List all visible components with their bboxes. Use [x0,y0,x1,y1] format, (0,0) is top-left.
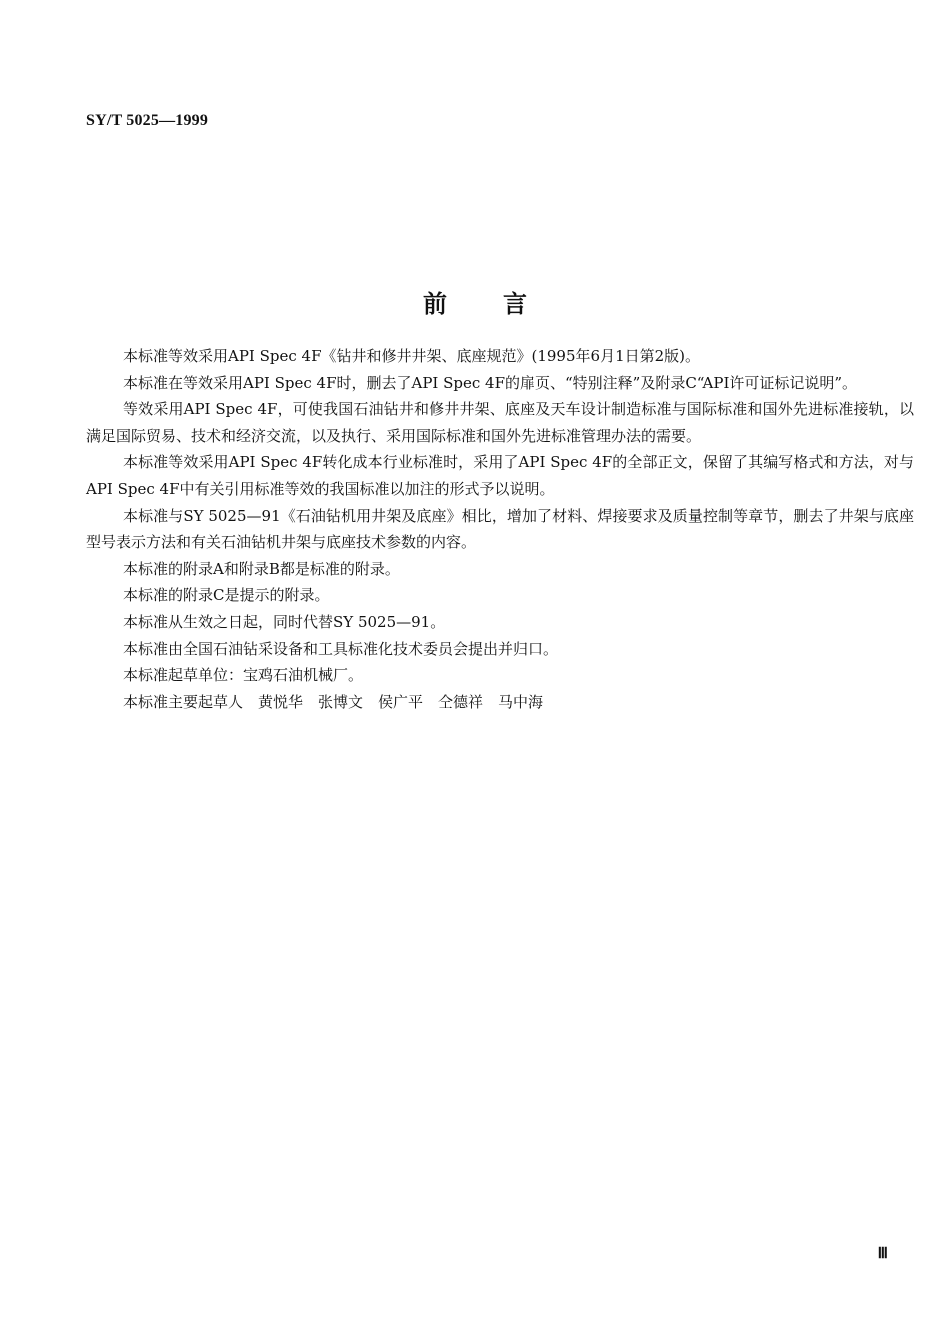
paragraph-10: 本标准起草单位：宝鸡石油机械厂。 [123,666,364,685]
paragraph-5: 本标准与SY 5025—91《石油钻机用井架及底座》相比，增加了材料、焊接要求及质量控制等章节，删去了井架与底座型号表示方法和有关石油钻机井架与底座技术参数的内容。 [86,506,914,552]
standard-code: SY/T 5025—1999 [86,112,209,129]
paragraph-4: 本标准等效采用API Spec 4F转化成本行业标准时，采用了API Spec 4F的全部正文，保留了其编写格式和方法，对与API Spec 4F中有关引用标准等效的我国标准以加注的形式予以说明。 [86,453,914,498]
paragraph-1: 本标准等效采用API Spec 4F《钻井和修井井架、底座规范》(1995年6月1日第2版)。 [123,347,701,365]
paragraph-3: 等效采用API Spec 4F，可使我国石油钻井和修井井架、底座及天车设计制造标准与国际标准和国外先进标准接轨，以满足国际贸易、技术和经济交流，以及执行、采用国际标准和国外先进标准管理办法的需要。 [86,400,914,445]
paragraph-11: 本标准主要起草人 黄悦华 张博文 侯广平 仝德祥 马中海 [123,692,544,711]
paragraph-8: 本标准从生效之日起，同时代替SY 5025—91。 [123,612,446,631]
page-number: Ⅲ [877,1246,888,1262]
paragraph-7: 本标准的附录C是提示的附录。 [123,586,330,605]
paragraph-2: 本标准在等效采用API Spec 4F时，删去了API Spec 4F的扉页、“特别注释”及附录C“API许可证标记说明”。 [123,373,858,392]
foreword-body [86,343,914,715]
page-title: 前言 [423,290,583,318]
paragraph-6: 本标准的附录A和附录B都是标准的附录。 [123,559,400,578]
paragraph-9: 本标准由全国石油钻采设备和工具标准化技术委员会提出并归口。 [123,639,559,658]
